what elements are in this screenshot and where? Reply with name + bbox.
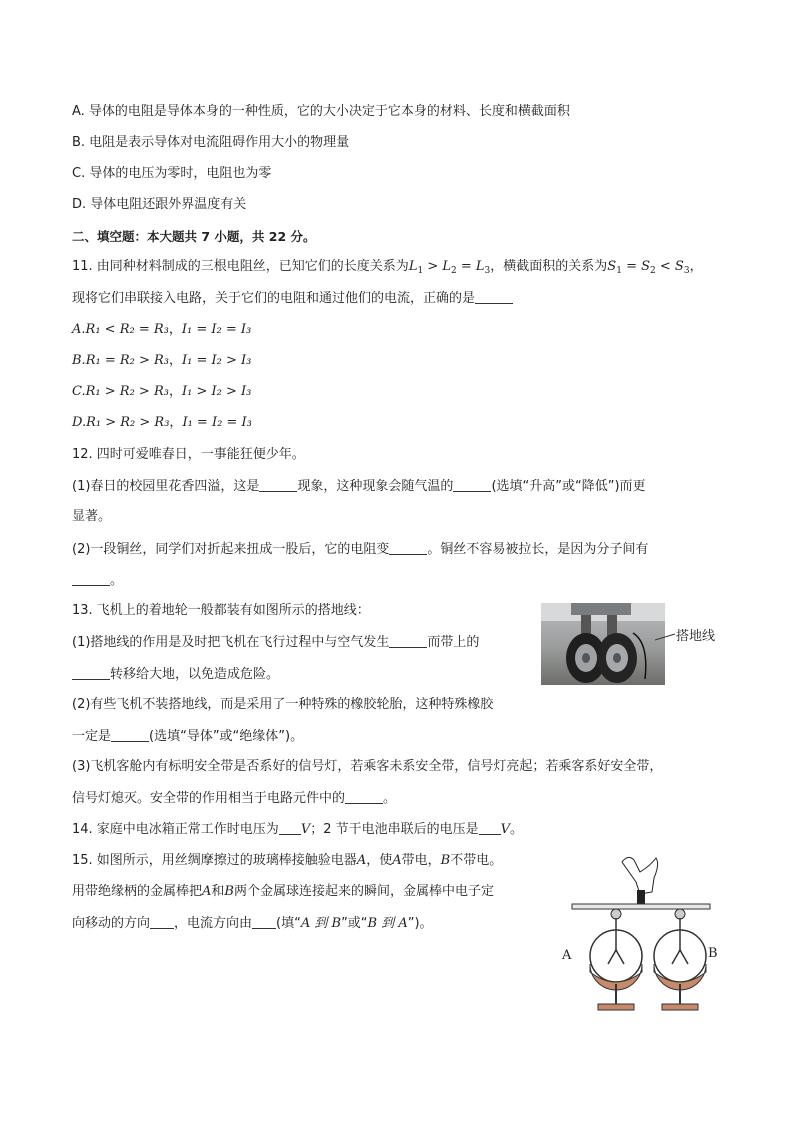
- q13-blank-4[interactable]: [345, 789, 383, 804]
- ground-wire-label: 搭地线: [676, 629, 716, 644]
- q10-option-b: B. 电阻是表示导体对电流阻碍作用大小的物理量: [72, 135, 350, 150]
- section-heading-fill-in: 二、填空题：本大题共 7 小题，共 22 分。: [72, 229, 316, 244]
- q11-option-a: A.R₁ < R₂ = R₃，I₁ = I₂ = I₃: [72, 322, 252, 337]
- q11-area-relation: $S_1 = S_2 < S_3$: [607, 259, 690, 276]
- landing-gear-photo: [541, 603, 665, 685]
- q13-stem: 13. 飞机上的着地轮一般都装有如图所示的搭地线：: [72, 603, 370, 618]
- q11-option-b: B.R₁ = R₂ > R₃，I₁ = I₂ > I₃: [72, 353, 252, 368]
- q15-blank-1[interactable]: [150, 914, 174, 929]
- q15-line2: 用带绝缘柄的金属棒把A和B两个金属球连接起来的瞬间，金属棒中电子定: [72, 884, 494, 899]
- q12-part1-cont: 显著。: [72, 509, 112, 524]
- q13-part1: (1)搭地线的作用是及时把飞机在飞行过程中与空气发生 而带上的: [72, 635, 480, 650]
- q13-blank-1[interactable]: [389, 633, 427, 648]
- q13-part2-cont: 一定是 (选填“导体”或“绝缘体”)。: [72, 729, 304, 744]
- q12-stem: 12. 四时可爱唯春日，一事能狂便少年。: [72, 447, 305, 462]
- q10-option-a: A. 导体的电阻是导体本身的一种性质，它的大小决定于它本身的材料、长度和横截面积: [72, 104, 570, 119]
- q11-length-relation: $L_1 > L_2 = L_3$: [408, 259, 491, 276]
- q13-part1-cont: 转移给大地，以免造成危险。: [72, 665, 279, 684]
- q14-blank-2[interactable]: [479, 820, 501, 835]
- q12-part2: (2)一段铜丝，同学们对折起来扭成一股后，它的电阻变 。铜丝不容易被拉长，是因为分子间有: [72, 542, 649, 557]
- ground-wire-pointer: [655, 628, 677, 642]
- electroscope-b-label: B: [708, 946, 718, 961]
- q10-option-c: C. 导体的电压为零时，电阻也为零: [72, 166, 272, 181]
- electroscope-a-label: A: [562, 948, 572, 963]
- q11-line2: 现将它们串联接入电路，关于它们的电阻和通过他们的电流，正确的是: [72, 289, 513, 308]
- q12-part1: (1)春日的校园里花香四溢，这是 现象，这种现象会随气温的 (选填“升高”或“降低”)而更: [72, 479, 646, 494]
- q12-part2-cont: 。: [72, 571, 123, 590]
- landing-gear-illustration: [541, 603, 665, 685]
- q12-blank-4[interactable]: [72, 571, 110, 586]
- q11-option-c: C.R₁ > R₂ > R₃，I₁ > I₂ > I₃: [72, 384, 252, 399]
- q13-part3-cont: 信号灯熄灭。安全带的作用相当于电路元件中的 。: [72, 791, 397, 806]
- q10-option-d: D. 导体电阻还跟外界温度有关: [72, 197, 247, 212]
- q11-answer-blank[interactable]: [475, 289, 513, 304]
- q11-option-d: D.R₁ > R₂ > R₃，I₁ = I₂ = I₃: [72, 415, 252, 430]
- q15-line1: 15. 如图所示，用丝绸摩擦过的玻璃棒接触验电器A，使A带电，B不带电。: [72, 853, 503, 868]
- q14-blank-1[interactable]: [279, 820, 301, 835]
- q11-line1: 11. 由同种材料制成的三根电阻丝，已知它们的长度关系为$L_1 > L_2 = L_3$，横截面积的关系为$S_1 = S_2 < S_3$，: [72, 259, 703, 276]
- q12-blank-3[interactable]: [389, 540, 427, 555]
- q14-line: 14. 家庭中电冰箱正常工作时电压为 V；2 节干电池串联后的电压是 V。: [72, 822, 524, 837]
- hand-holding-rod-icon: [622, 857, 658, 904]
- q13-part3: (3)飞机客舱内有标明安全带是否系好的信号灯，若乘客未系安全带，信号灯亮起；若乘客系好安全带，: [72, 759, 663, 774]
- q15-blank-2[interactable]: [252, 914, 276, 929]
- q12-blank-2[interactable]: [453, 477, 491, 492]
- q15-line3: 向移动的方向 ，电流方向由 (填“A 到 B”或“B 到 A”)。: [72, 916, 433, 931]
- electroscope-figure: [560, 852, 730, 1017]
- q12-blank-1[interactable]: [259, 477, 297, 492]
- metal-rod: [572, 904, 710, 909]
- q13-blank-2[interactable]: [72, 665, 110, 680]
- electroscope-b: [654, 909, 706, 1010]
- electroscope-a: [590, 909, 642, 1010]
- q13-part2: (2)有些飞机不装搭地线，而是采用了一种特殊的橡胶轮胎，这种特殊橡胶: [72, 697, 494, 712]
- q13-blank-3[interactable]: [111, 727, 149, 742]
